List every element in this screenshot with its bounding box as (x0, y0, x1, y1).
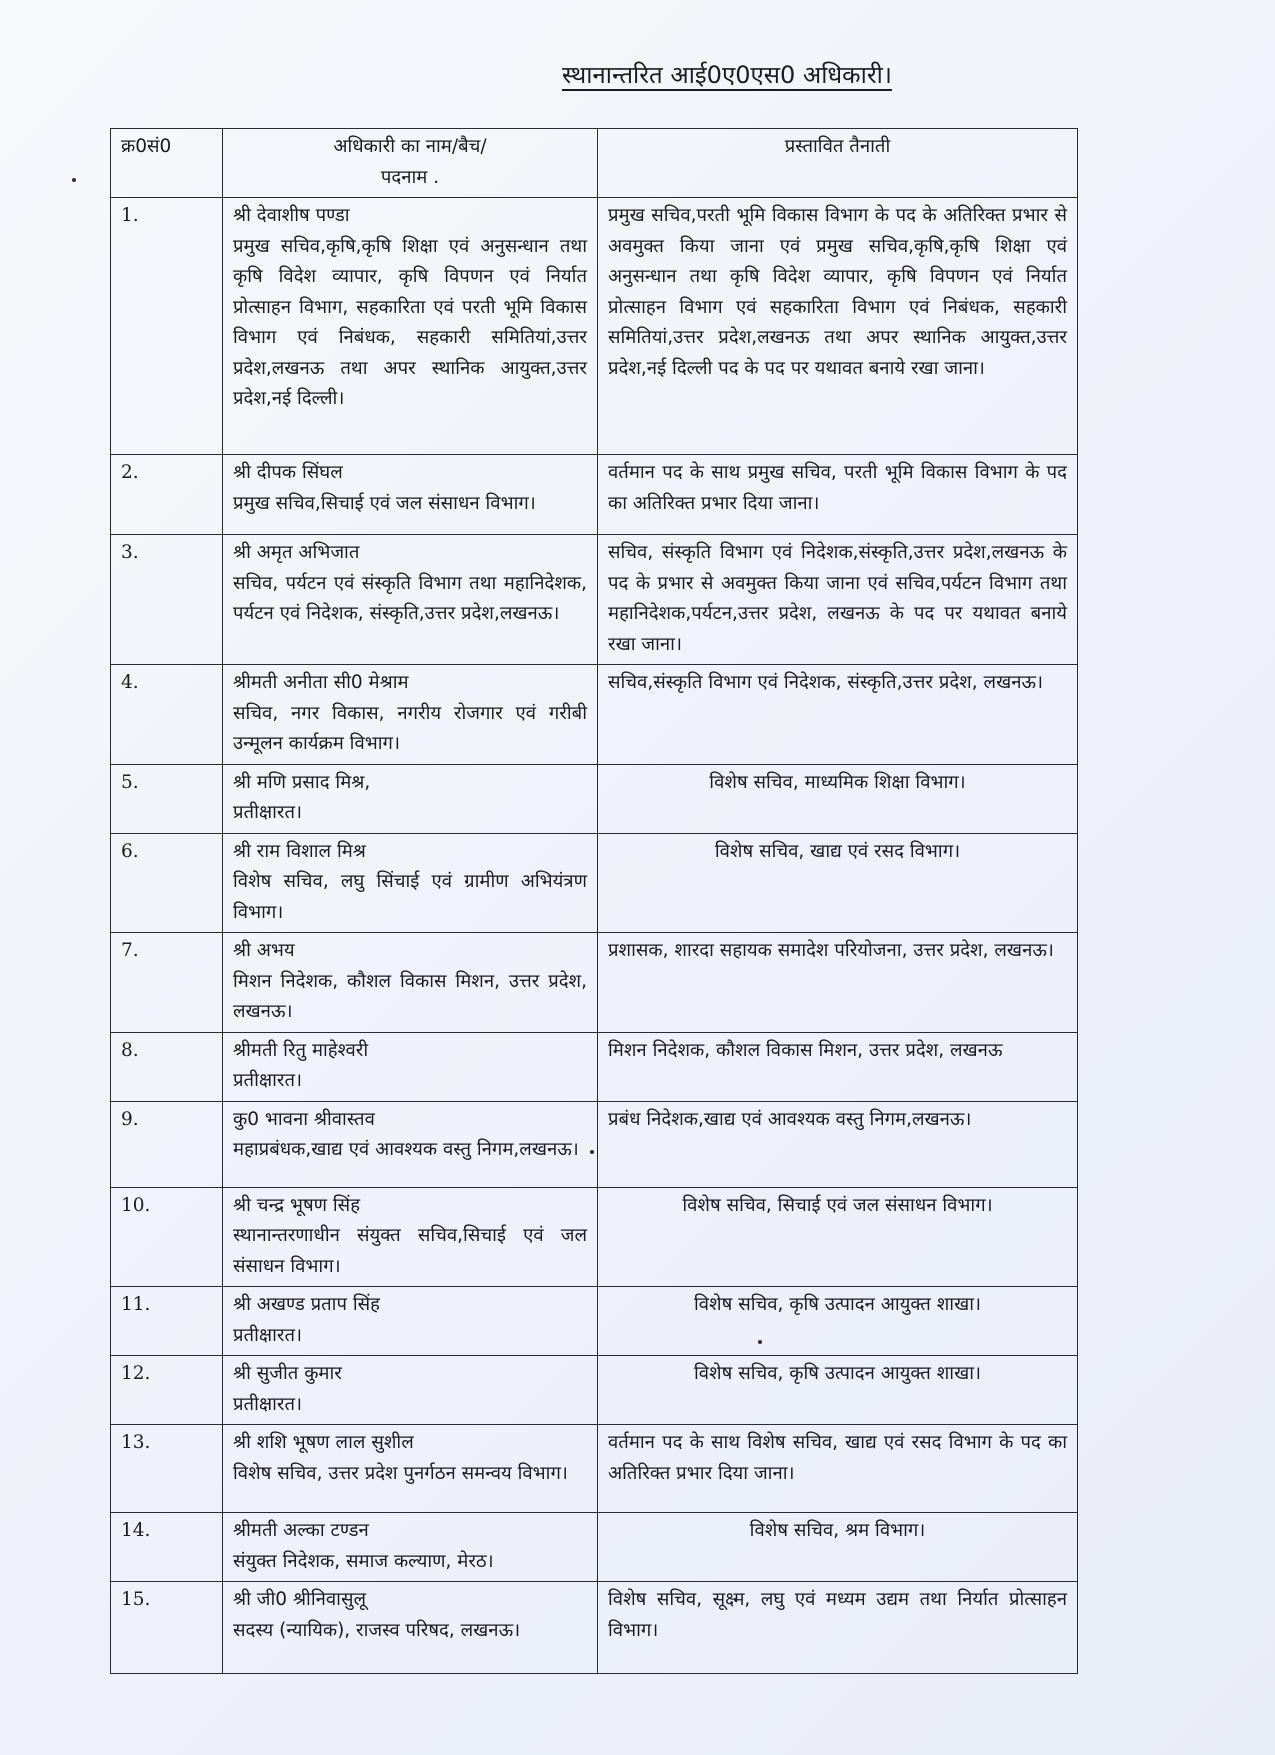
officer-name: श्री अभय (233, 940, 295, 961)
header-officer-name (223, 129, 598, 198)
officer-name: श्रीमती अनीता सी0 मेश्राम (233, 672, 409, 693)
officer-name: श्रीमती रितु माहेश्वरी (233, 1039, 369, 1061)
officer-cell (223, 665, 598, 765)
officer-designation: विशेष सचिव, लघु सिंचाई एवं ग्रामीण अभियंत्रण विभाग। (233, 871, 587, 923)
proposed-posting: विशेष सचिव, खाद्य एवं रसद विभाग। (598, 833, 1078, 933)
officer-name: श्री दीपक सिंघल (233, 462, 343, 483)
table-row (111, 1513, 1078, 1582)
officer-cell (223, 455, 598, 535)
table-row (111, 1187, 1078, 1287)
serial-number: 2. (111, 455, 223, 535)
officer-name: श्री शशि भूषण लाल सुशील (233, 1432, 414, 1453)
proposed-posting: मिशन निदेशक, कौशल विकास मिशन, उत्तर प्रदेश, लखनऊ (598, 1032, 1078, 1101)
table-row (111, 1582, 1078, 1674)
officer-designation: मिशन निदेशक, कौशल विकास मिशन, उत्तर प्रदेश, लखनऊ। (233, 970, 587, 1022)
officer-cell (223, 833, 598, 933)
serial-number: 3. (111, 535, 223, 665)
serial-number: 5. (111, 764, 223, 833)
table-row (111, 198, 1078, 455)
officer-name: कु0 भावना श्रीवास्तव (233, 1108, 375, 1130)
header-serial-number: क्र0सं0 (111, 129, 223, 198)
officer-designation: सचिव, नगर विकास, नगरीय रोजगार एवं गरीबी उन्मूलन कार्यक्रम विभाग। (233, 702, 587, 754)
serial-number: 14. (111, 1513, 223, 1582)
serial-number: 1. (111, 198, 223, 455)
proposed-posting: प्रमुख सचिव,परती भूमि विकास विभाग के पद के अतिरिक्त प्रभार से अवमुक्त किया जाना एवं प्रमुख सचिव,कृषि,कृषि शिक्षा एवं अनुसन्धान तथा कृषि विदेश व्यापार, कृषि विपणन एवं निर्यात प्रोत्साहन विभाग एवं सहकारिता विभाग एवं निबंधक, सहकारी समितियां,उत्तर प्रदेश,लखनऊ तथा अपर स्थानिक आयुक्त,उत्तर प्रदेश,नई दिल्ली पद के पद पर यथावत बनाये रखा जाना। (598, 198, 1078, 455)
proposed-posting: प्रशासक, शारदा सहायक समादेश परियोजना, उत्तर प्रदेश, लखनऊ। (598, 933, 1078, 1033)
header-officer-name-line1: अधिकारी का नाम/बैच/ (333, 136, 487, 157)
serial-number: 7. (111, 933, 223, 1033)
officer-name: श्री अखण्ड प्रताप सिंह (233, 1294, 380, 1315)
serial-number: 9. (111, 1101, 223, 1187)
proposed-posting: विशेष सचिव, श्रम विभाग। (598, 1513, 1078, 1582)
serial-number: 4. (111, 665, 223, 765)
serial-number: 12. (111, 1356, 223, 1425)
officer-cell (223, 1513, 598, 1582)
proposed-posting: विशेष सचिव, माध्यमिक शिक्षा विभाग। (598, 764, 1078, 833)
officer-designation: सचिव, पर्यटन एवं संस्कृति विभाग तथा महानिदेशक, पर्यटन एवं निदेशक, संस्कृति,उत्तर प्रदेश,लखनऊ। (233, 572, 587, 624)
table-row (111, 535, 1078, 665)
officer-designation: महाप्रबंधक,खाद्य एवं आवश्यक वस्तु निगम,लखनऊ। (233, 1139, 579, 1160)
header-proposed-posting: प्रस्तावित तैनाती (598, 129, 1078, 198)
table-row (111, 455, 1078, 535)
officer-name: श्री देवाशीष पण्डा (233, 205, 350, 226)
transfer-table (110, 128, 1078, 1674)
speck-mark (590, 1150, 594, 1154)
table-row (111, 1356, 1078, 1425)
officer-designation: सदस्य (न्यायिक), राजस्व परिषद, लखनऊ। (233, 1619, 521, 1641)
proposed-posting: विशेष सचिव, सूक्ष्म, लघु एवं मध्यम उद्यम तथा निर्यात प्रोत्साहन विभाग। (598, 1582, 1078, 1674)
table-row (111, 764, 1078, 833)
proposed-posting: सचिव,संस्कृति विभाग एवं निदेशक, संस्कृति,उत्तर प्रदेश, लखनऊ। (598, 665, 1078, 765)
officer-name: श्री अमृत अभिजात (233, 542, 360, 563)
table-row (111, 1032, 1078, 1101)
officer-cell (223, 198, 598, 455)
officer-designation: स्थानान्तरणाधीन संयुक्त सचिव,सिचाई एवं जल संसाधन विभाग। (233, 1225, 587, 1277)
serial-number: 8. (111, 1032, 223, 1101)
table-row (111, 1101, 1078, 1187)
officer-cell (223, 933, 598, 1033)
officer-cell (223, 1287, 598, 1356)
officer-name: श्री जी0 श्रीनिवासुलू (233, 1589, 367, 1610)
table-row (111, 665, 1078, 765)
officer-cell (223, 764, 598, 833)
officer-name: श्री मणि प्रसाद मिश्र, (233, 771, 371, 793)
officer-designation: संयुक्त निदेशक, समाज कल्याण, मेरठ। (233, 1550, 494, 1572)
officer-designation: प्रमुख सचिव,सिचाई एवं जल संसाधन विभाग। (233, 492, 536, 514)
proposed-posting: विशेष सचिव, कृषि उत्पादन आयुक्त शाखा। (598, 1287, 1078, 1356)
officer-cell (223, 1582, 598, 1674)
proposed-posting: विशेष सचिव, सिचाई एवं जल संसाधन विभाग। (598, 1187, 1078, 1287)
officer-designation: प्रतीक्षारत। (233, 802, 303, 823)
officer-cell (223, 535, 598, 665)
officer-cell (223, 1032, 598, 1101)
serial-number: 15. (111, 1582, 223, 1674)
speck-mark (72, 178, 76, 182)
officer-cell (223, 1101, 598, 1187)
table-row (111, 933, 1078, 1033)
serial-number: 13. (111, 1425, 223, 1513)
officer-name: श्रीमती अल्का टण्डन (233, 1520, 369, 1541)
serial-number: 10. (111, 1187, 223, 1287)
officer-name: श्री चन्द्र भूषण सिंह (233, 1194, 361, 1216)
officer-designation: प्रतीक्षारत। (233, 1324, 303, 1346)
serial-number: 6. (111, 833, 223, 933)
proposed-posting: वर्तमान पद के साथ प्रमुख सचिव, परती भूमि विकास विभाग के पद का अतिरिक्त प्रभार दिया जाना। (598, 455, 1078, 535)
table-row (111, 1425, 1078, 1513)
proposed-posting: विशेष सचिव, कृषि उत्पादन आयुक्त शाखा। (598, 1356, 1078, 1425)
serial-number: 11. (111, 1287, 223, 1356)
header-officer-name-line2: पदनाम . (380, 166, 440, 188)
officer-name: श्री राम विशाल मिश्र (233, 840, 366, 862)
officer-cell (223, 1425, 598, 1513)
proposed-posting: सचिव, संस्कृति विभाग एवं निदेशक,संस्कृति,उत्तर प्रदेश,लखनऊ के पद के प्रभार से अवमुक्त किया जाना एवं सचिव,पर्यटन विभाग तथा महानिदेशक,पर्यटन,उत्तर प्रदेश, लखनऊ के पद पर यथावत बनाये रखा जाना। (598, 535, 1078, 665)
officer-cell (223, 1356, 598, 1425)
officer-designation: प्रमुख सचिव,कृषि,कृषि शिक्षा एवं अनुसन्धान तथा कृषि विदेश व्यापार, कृषि विपणन एवं निर्यात प्रोत्साहन विभाग, सहकारिता एवं परती भूमि विकास विभाग एवं निबंधक, सहकारी समितियां,उत्तर प्रदेश,लखनऊ तथा अपर स्थानिक आयुक्त,उत्तर प्रदेश,नई दिल्ली। (233, 235, 587, 409)
officer-cell (223, 1187, 598, 1287)
table-row (111, 1287, 1078, 1356)
officer-designation: विशेष सचिव, उत्तर प्रदेश पुनर्गठन समन्वय विभाग। (233, 1462, 568, 1484)
officer-designation: प्रतीक्षारत। (233, 1070, 303, 1091)
proposed-posting: प्रबंध निदेशक,खाद्य एवं आवश्यक वस्तु निगम,लखनऊ। (598, 1101, 1078, 1187)
table-body (111, 198, 1078, 1674)
officer-name: श्री सुजीत कुमार (233, 1363, 342, 1384)
table-row (111, 833, 1078, 933)
table-header-row (111, 129, 1078, 198)
officer-designation: प्रतीक्षारत। (233, 1393, 303, 1415)
proposed-posting: वर्तमान पद के साथ विशेष सचिव, खाद्य एवं रसद विभाग के पद का अतिरिक्त प्रभार दिया जाना। (598, 1425, 1078, 1513)
speck-mark (758, 1340, 762, 1344)
page-title: स्थानान्तरित आई0ए0एस0 अधिकारी। (562, 61, 892, 89)
